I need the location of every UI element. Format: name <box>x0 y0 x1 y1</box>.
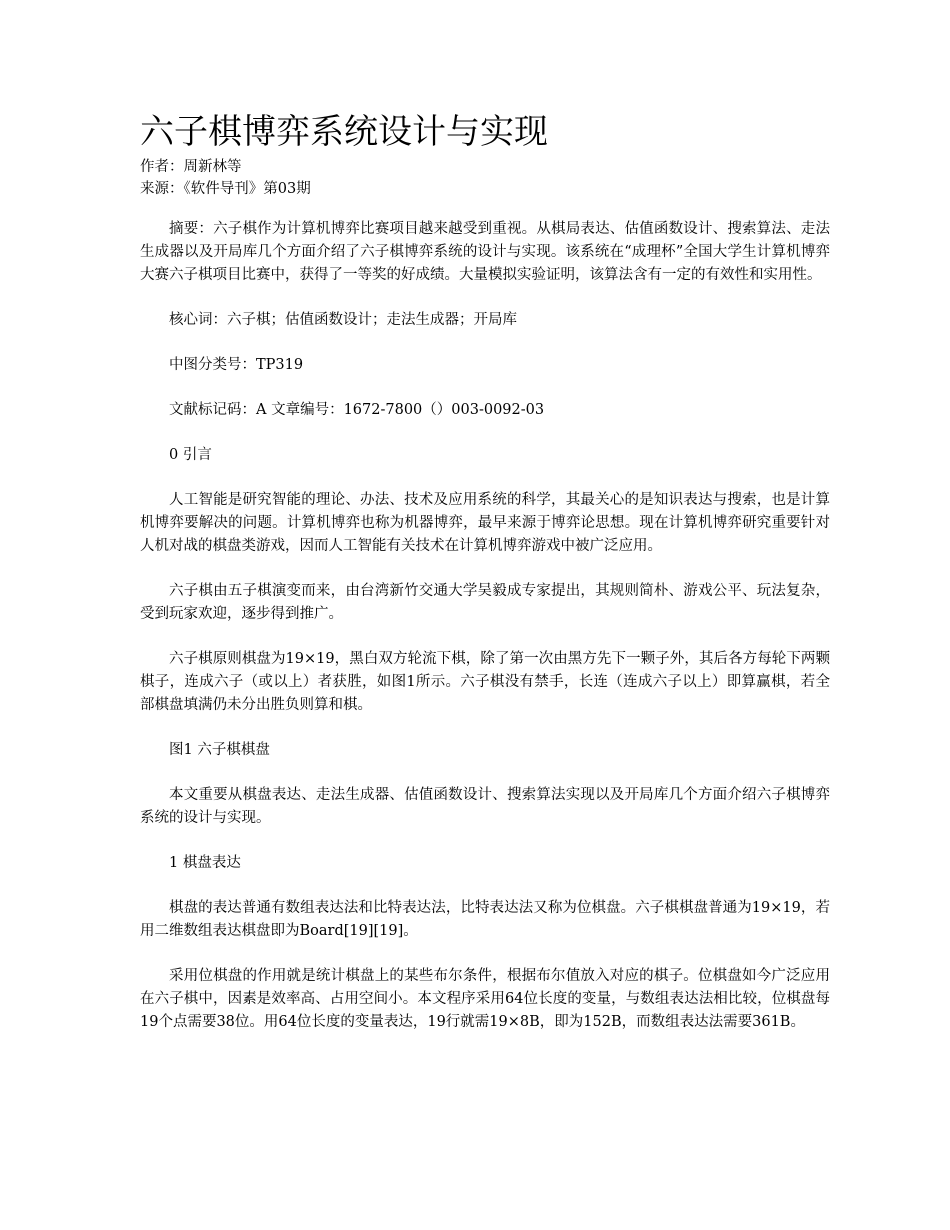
section-heading-introduction: 0 引言 <box>169 447 212 463</box>
classification-paragraph: 中图分类号：TP319 <box>169 357 304 373</box>
spacer <box>140 200 830 218</box>
keywords-paragraph: 核心词：六子棋；估值函数设计；走法生成器；开局库 <box>169 312 517 328</box>
body-paragraph: 六子棋由五子棋演变而来，由台湾新竹交通大学吴毅成专家提出，其规则简朴、游戏公平、玩法复杂，受到玩家欢迎，逐步得到推广。 <box>140 583 830 622</box>
document-page <box>140 108 830 1056</box>
author-line: 作者：周新林等 <box>140 159 242 175</box>
source-line: 来源：《软件导刊》第03期 <box>140 181 311 197</box>
body-paragraph: 棋盘的表达普通有数组表达法和比特表达法，比特表达法又称为位棋盘。六子棋棋盘普通为19×19，若用二维数组表达棋盘即为Board[19][19]。 <box>140 900 830 939</box>
section-heading-board-representation: 1 棋盘表达 <box>169 855 241 871</box>
body-paragraph: 六子棋原则棋盘为19×19，黑白双方轮流下棋，除了第一次由黑方先下一颗子外，其后各方每轮下两颗棋子，连成六子（或以上）者获胜，如图1所示。六子棋没有禁手，长连（连成六子以上）即算赢棋，若全部棋盘填满仍未分出胜负则算和棋。 <box>140 651 830 713</box>
document-code-paragraph: 文献标记码：A 文章编号：1672-7800（）003-0092-03 <box>169 402 545 418</box>
document-title: 六子棋博弈系统设计与实现 <box>140 112 548 152</box>
body-paragraph: 采用位棋盘的作用就是统计棋盘上的某些布尔条件，根据布尔值放入对应的棋子。位棋盘如今广泛应用在六子棋中，因素是效率高、占用空间小。本文程序采用64位长度的变量，与数组表达法相比较，位棋盘每19个点需要38位。用64位长度的变量表达，19行就需19×8B，即为152B，而数组表达法需要361B。 <box>140 968 830 1030</box>
body-paragraph: 本文重要从棋盘表达、走法生成器、估值函数设计、搜索算法实现以及开局库几个方面介绍六子棋博弈系统的设计与实现。 <box>140 787 830 826</box>
figure-caption: 图1 六子棋棋盘 <box>169 742 270 758</box>
body-paragraph: 人工智能是研究智能的理论、办法、技术及应用系统的科学，其最关心的是知识表达与搜索，也是计算机博弈要解决的问题。计算机博弈也称为机器博弈，最早来源于博弈论思想。现在计算机博弈研究重要针对人机对战的棋盘类游戏，因而人工智能有关技术在计算机博弈游戏中被广泛应用。 <box>140 492 830 554</box>
abstract-paragraph: 摘要：六子棋作为计算机博弈比赛项目越来越受到重视。从棋局表达、估值函数设计、搜索算法、走法生成器以及开局库几个方面介绍了六子棋博弈系统的设计与实现。该系统在“成理杯”全国大学生计算机博弈大赛六子棋项目比赛中，获得了一等奖的好成绩。大量模拟实验证明，该算法含有一定的有效性和实用性。 <box>140 221 830 283</box>
